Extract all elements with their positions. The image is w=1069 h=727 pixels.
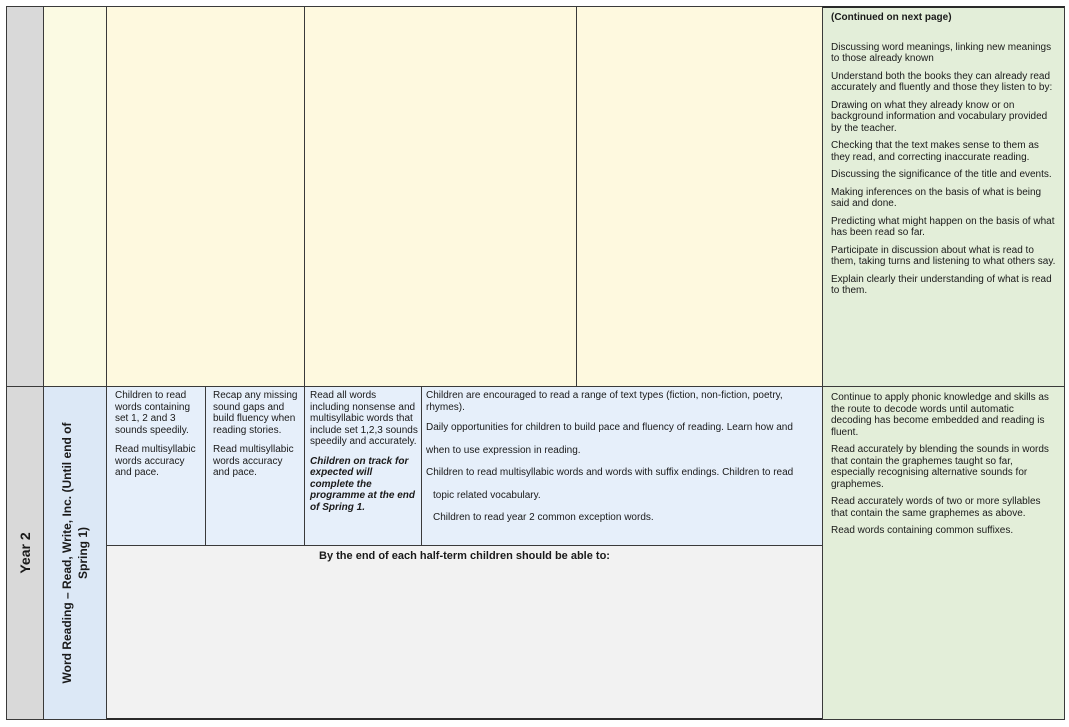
continued-heading: (Continued on next page): [831, 12, 952, 23]
top-cell-3: [576, 6, 823, 387]
top-right-item: Drawing on what they already know or on background information and vocabulary provided by the teacher.: [831, 99, 1048, 134]
col1-text-1: Children to read words containing set 1, 2 and 3 sounds speedily.: [115, 390, 191, 436]
top-right-item: Explain clearly their understanding of what is read to them.: [831, 273, 1052, 296]
col4-line-4: Children to read multisyllabic words and words with suffix endings. Children to read: [426, 467, 794, 478]
strand-column: [43, 386, 107, 720]
bottom-right-item: Continue to apply phonic knowledge and skills as the route to decode words until automatic decoding has become embedded and reading is fluent.: [831, 392, 1049, 438]
top-right-item: Discussing the significance of the title and events.: [831, 169, 1052, 180]
top-right-cell: [822, 6, 1065, 387]
bottom-right-item: Read accurately by blending the sounds in words that contain the graphemes taught so far, especially recognising alternative sounds for graphemes.: [831, 444, 1049, 490]
top-right-item: Predicting what might happen on the basis of what has been read so far.: [831, 215, 1055, 238]
top-right-item: Discussing word meanings, linking new meanings to those already known: [831, 41, 1052, 64]
col4-line-2: Daily opportunities for children to build pace and fluency of reading. Learn how and: [426, 422, 793, 433]
end-of-term-heading: By the end of each half-term children should be able to:: [319, 550, 610, 562]
col4-line-5: topic related vocabulary.: [433, 489, 541, 501]
col4-line-1: Children are encouraged to read a range of text types (fiction, non-fiction, poetry, rhymes).: [426, 390, 783, 413]
phonics-col-1: [106, 386, 206, 546]
col4-line-6: Children to read year 2 common exception words.: [433, 512, 654, 523]
strand-label: Word Reading – Read, Write, Inc. (Until end of Spring 1): [60, 422, 90, 684]
bottom-right-item: Read accurately words of two or more syllables that contain the same graphemes as above.: [831, 496, 1041, 519]
col2-text-2: Read multisyllabic words accuracy and pace.: [213, 444, 294, 478]
top-right-item: Checking that the text makes sense to them as they read, and correcting inaccurate reading.: [831, 140, 1039, 163]
phonics-col-4: [421, 386, 823, 546]
top-right-item: Understand both the books they can already read accurately and fluently and those they listen to by:: [831, 70, 1053, 93]
phonics-col-3: [304, 386, 422, 546]
col3-text-2: Children on track for expected will complete the programme at the end of Spring 1.: [310, 455, 416, 513]
top-cell-1: [106, 6, 305, 387]
col4-line-3: when to use expression in reading.: [426, 444, 581, 456]
top-cell-2: [304, 6, 577, 387]
year-column-top: [6, 6, 44, 387]
bottom-right-item: Read words containing common suffixes.: [831, 525, 1014, 536]
top-right-item: Participate in discussion about what is read to them, taking turns and listening to what others say.: [831, 244, 1056, 267]
end-of-term-cell: [106, 545, 823, 720]
phonics-col-2: [205, 386, 305, 546]
col3-text-1: Read all words including nonsense and multisyllabic words that include set 1,2,3 sounds speedily and accurately.: [310, 390, 418, 447]
bottom-right-cell: [822, 386, 1065, 720]
col1-text-2: Read multisyllabic words accuracy and pace.: [115, 444, 196, 478]
year-column: [6, 386, 44, 720]
col2-text-1: Recap any missing sound gaps and build fluency when reading stories.: [213, 390, 298, 436]
year-label: Year 2: [17, 532, 33, 574]
top-right-item: Making inferences on the basis of what is being said and done.: [831, 186, 1042, 209]
strand-column-top: [43, 6, 107, 387]
